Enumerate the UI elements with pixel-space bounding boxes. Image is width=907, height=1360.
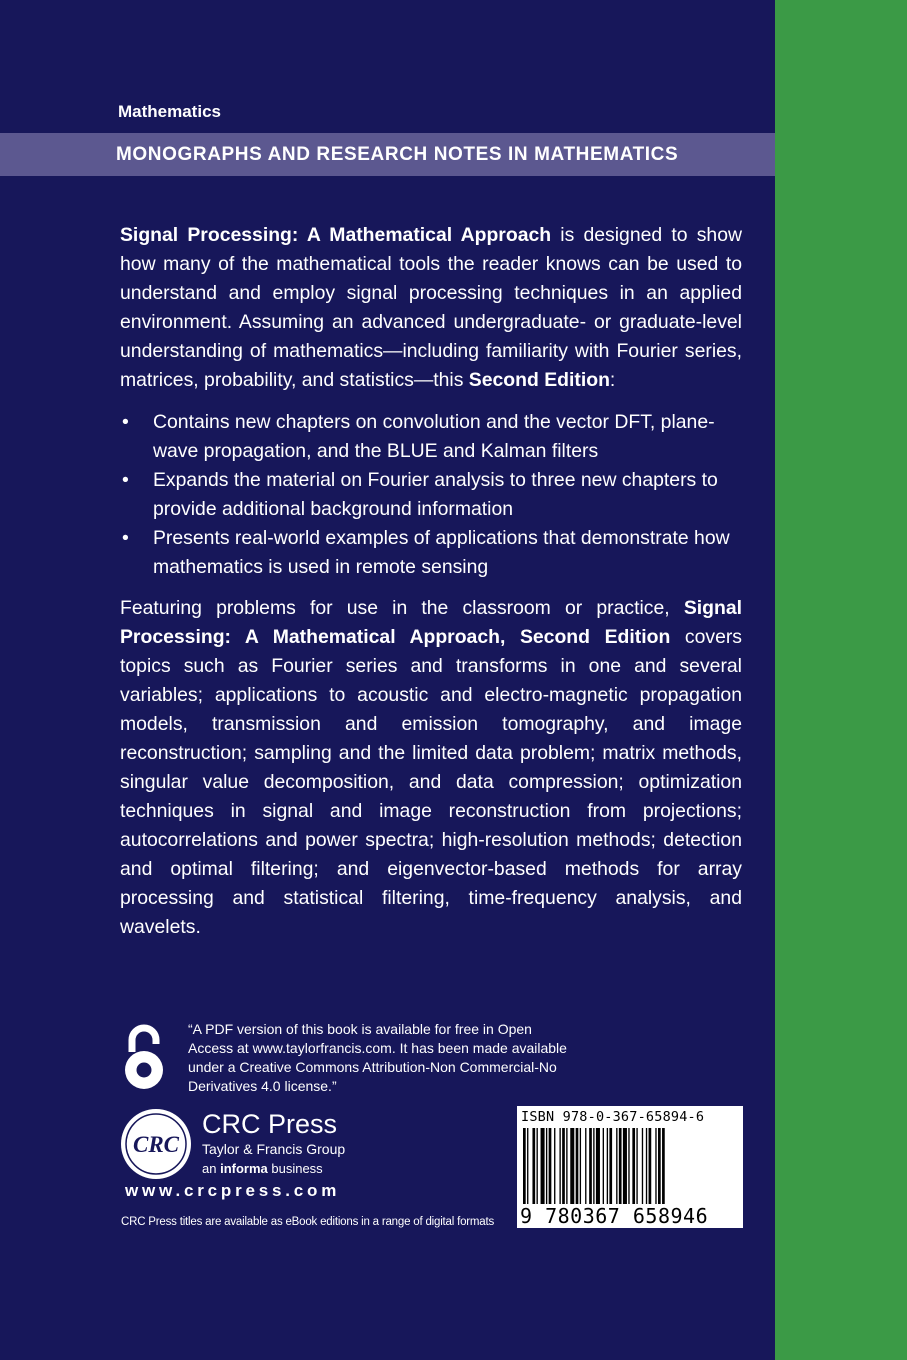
- bullet-icon: •: [122, 527, 129, 549]
- barcode-bar: [562, 1128, 565, 1204]
- barcode-box: [517, 1106, 743, 1228]
- barcode-bar: [523, 1128, 526, 1204]
- bullet-icon: •: [122, 411, 129, 433]
- featuring-paragraph: [120, 594, 742, 942]
- barcode-bar: [537, 1128, 538, 1204]
- list-item: [120, 524, 742, 582]
- open-access-statement: “A PDF version of this book is available for free in Open Access at www.taylorfrancis.com. It has been made available under a Creative Commons Attribution-Non Commercial-No Derivatives 4.0 license.”: [188, 1021, 567, 1094]
- description-text: is designed to show how many of the mathematical tools the reader knows can be used to understand and employ signal processing techniques in an applied environment. Assuming an advanced undergraduate- or graduate-level understanding of mathematics—including familiarity with Fourier series, matrices, probability, and statistics—this: [120, 224, 742, 391]
- ean-number: 9 780367 658946: [520, 1204, 709, 1228]
- barcode-bar: [554, 1128, 555, 1204]
- barcode-bar: [596, 1128, 600, 1204]
- barcode-bar: [642, 1128, 643, 1204]
- barcode-bar: [546, 1128, 547, 1204]
- barcode-icon: [521, 1128, 739, 1204]
- barcode-bar: [589, 1128, 592, 1204]
- barcode-bar: [566, 1128, 567, 1204]
- description-end: :: [609, 369, 616, 391]
- barcode-bar: [616, 1128, 617, 1204]
- featuring-title-bold: Signal Processing: A Mathematical Approach, Second Edition: [120, 597, 742, 648]
- isbn-text: ISBN 978-0-367-65894-6: [521, 1109, 705, 1125]
- barcode-bar: [619, 1128, 622, 1204]
- book-title-bold: Signal Processing: A Mathematical Approach: [120, 224, 552, 246]
- barcode-bar: [585, 1128, 586, 1204]
- publisher-url: www.crcpress.com: [125, 1181, 341, 1200]
- list-item: [120, 466, 742, 524]
- barcode-bar: [580, 1128, 581, 1204]
- crc-logo-text: CRC: [132, 1132, 180, 1157]
- barcode-bar: [662, 1128, 665, 1204]
- barcode-bar: [646, 1128, 647, 1204]
- barcode-bar: [532, 1128, 535, 1204]
- barcode-bar: [636, 1128, 637, 1204]
- description-paragraph: [120, 221, 742, 395]
- barcode-bar: [570, 1128, 574, 1204]
- feature-list: [120, 408, 742, 582]
- barcode-bar: [658, 1128, 661, 1204]
- publisher-name: CRC Press: [202, 1109, 338, 1139]
- bullet-icon: •: [122, 469, 129, 491]
- featuring-text: covers topics such as Fourier series and transforms in one and several variables; applications to acoustic and electro-magnetic propagation models, transmission and emission tomography, and image reconstruction; sampling and the limited data problem; matrix methods, singular value decomposition, and data compression; optimization techniques in signal and image reconstruction from projections; autocorrelations and power spectra; high-resolution methods; detection and optimal filtering; and eigenvector-based methods for array processing and statistical filtering, time-frequency analysis, and wavelets.: [120, 626, 743, 938]
- barcode-bar: [527, 1128, 528, 1204]
- open-access-lock-icon: [120, 1022, 168, 1092]
- barcode-bar: [623, 1128, 627, 1204]
- list-item: [120, 408, 742, 466]
- barcode-bar: [603, 1128, 604, 1204]
- category-label: Mathematics: [118, 102, 221, 121]
- barcode-bar: [628, 1128, 629, 1204]
- list-item-text: Presents real-world examples of applications that demonstrate how mathematics is used in remote sensing: [153, 527, 730, 578]
- barcode-bar: [576, 1128, 579, 1204]
- edition-bold: Second Edition: [468, 369, 610, 391]
- list-item-text: Expands the material on Fourier analysis to three new chapters to provide additional background information: [153, 469, 718, 520]
- barcode-bar: [541, 1128, 545, 1204]
- green-spine-strip: [775, 0, 907, 1360]
- barcode-bar: [655, 1128, 656, 1204]
- featuring-start: Featuring problems for use in the classroom or practice,: [120, 597, 684, 619]
- barcode-bar: [593, 1128, 594, 1204]
- list-item-text: Contains new chapters on convolution and the vector DFT, plane-wave propagation, and the BLUE and Kalman filters: [153, 411, 715, 462]
- ebook-note: CRC Press titles are available as eBook editions in a range of digital formats: [121, 1216, 495, 1228]
- barcode-bar: [649, 1128, 652, 1204]
- publisher-group: Taylor & Francis Group: [202, 1141, 346, 1157]
- barcode-bar: [607, 1128, 608, 1204]
- series-title: MONOGRAPHS AND RESEARCH NOTES IN MATHEMATICS: [116, 144, 679, 165]
- crc-press-logo: [120, 1108, 192, 1180]
- barcode-bar: [559, 1128, 560, 1204]
- barcode-bar: [609, 1128, 612, 1204]
- barcode-bar: [549, 1128, 552, 1204]
- barcode-bar: [632, 1128, 635, 1204]
- informa-business-line: an informa business: [202, 1161, 323, 1176]
